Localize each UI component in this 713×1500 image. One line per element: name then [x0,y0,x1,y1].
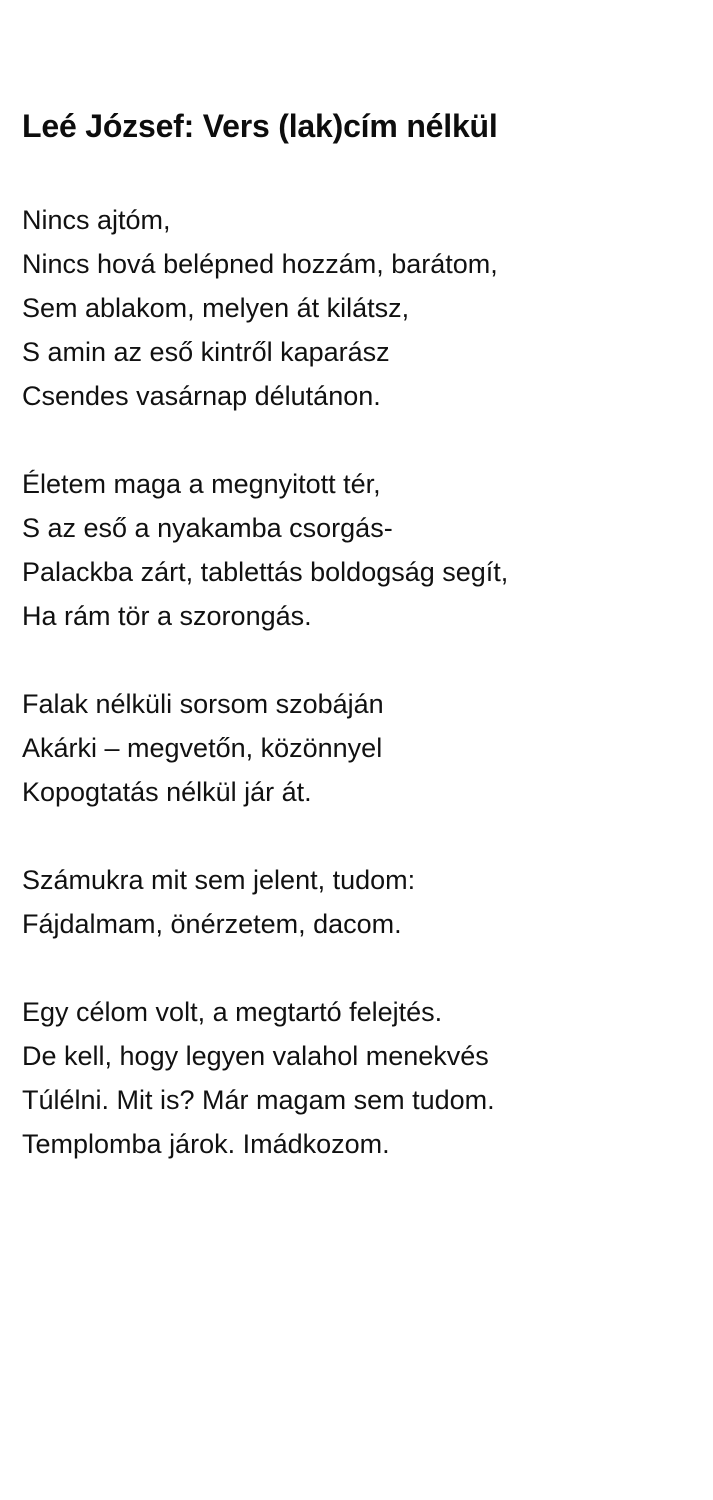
poem-line: S az eső a nyakamba csorgás- [22,512,393,543]
page-title: Leé József: Vers (lak)cím nélkül [22,108,498,144]
poem-line: Fájdalmam, önérzetem, dacom. [22,908,402,939]
poem-line: Számukra mit sem jelent, tudom: [22,864,416,895]
poem-line: Túlélni. Mit is? Már magam sem tudom. [22,1084,495,1115]
stanza [22,990,691,1166]
poem-line: Falak nélküli sorsom szobáján [22,688,384,719]
stanza [22,682,691,814]
poem-line: Templomba járok. Imádkozom. [22,1128,390,1159]
poem-line: S amin az eső kintről kaparász [22,336,390,367]
poem-line: Ha rám tör a szorongás. [22,600,312,631]
poem-body [22,198,691,1166]
poem-line: Nincs ajtóm, [22,204,171,235]
poem-line: Nincs hová belépned hozzám, barátom, [22,248,498,279]
poem-line: Sem ablakom, melyen át kilátsz, [22,292,410,323]
poem-line: Akárki – megvetőn, közönnyel [22,732,383,763]
poem-line: Kopogtatás nélkül jár át. [22,776,312,807]
stanza [22,198,691,418]
poem-line: Palackba zárt, tablettás boldogság segít, [22,556,509,587]
poem-line: De kell, hogy legyen valahol menekvés [22,1040,489,1071]
stanza [22,462,691,638]
poem-line: Csendes vasárnap délutánon. [22,380,381,411]
poem-line: Életem maga a megnyitott tér, [22,468,381,499]
stanza [22,858,691,946]
poem-line: Egy célom volt, a megtartó felejtés. [22,996,443,1027]
